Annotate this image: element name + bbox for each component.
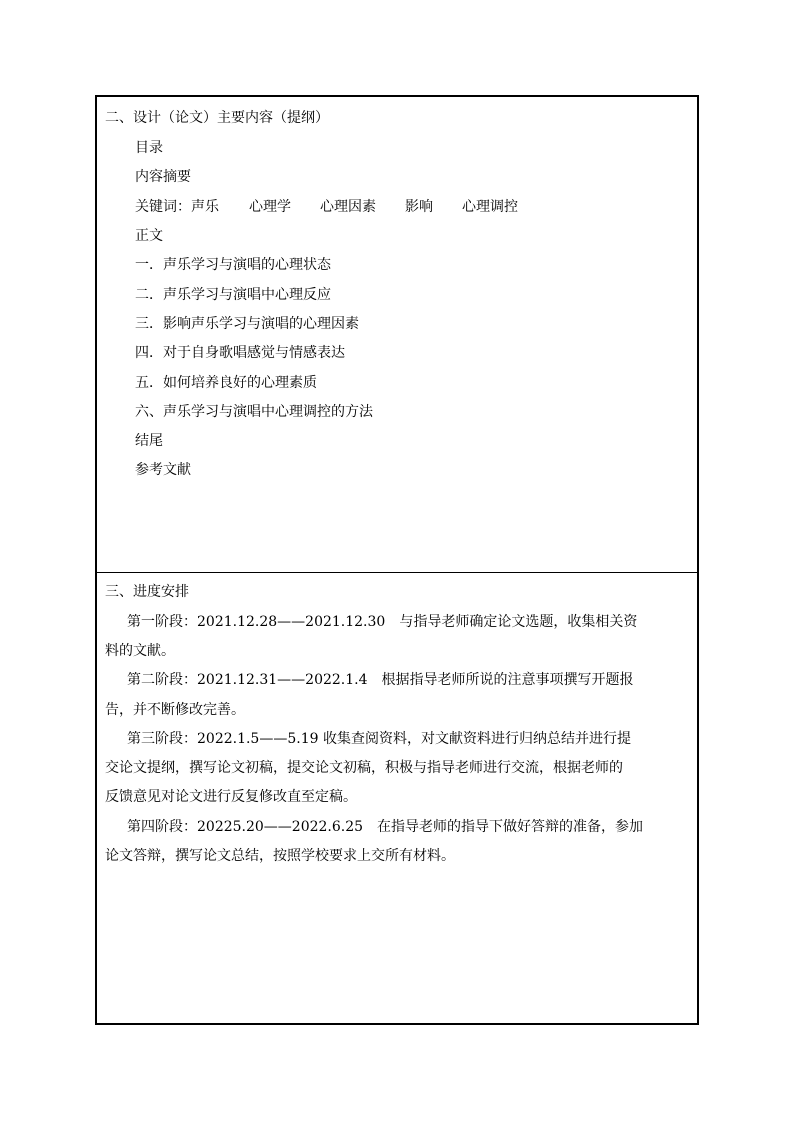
keyword: 心理学 <box>249 199 291 215</box>
keyword: 心理因素 <box>320 199 376 215</box>
keyword: 影响 <box>405 199 433 215</box>
outline-item-abstract: 内容摘要 <box>135 169 191 185</box>
schedule-line: 论文答辩，撰写论文总结，按照学校要求上交所有材料。 <box>105 848 455 864</box>
outline-item: 二．声乐学习与演唱中心理反应 <box>135 287 331 303</box>
outline-heading: 二、设计（论文）主要内容（提纲） <box>105 110 329 126</box>
schedule-line: 交论文提纲，撰写论文初稿，提交论文初稿，积极与指导老师进行交流，根据老师的 <box>105 760 623 776</box>
schedule-heading: 三、进度安排 <box>105 584 189 600</box>
keyword: 声乐 <box>191 199 219 215</box>
schedule-line: 反馈意见对论文进行反复修改直至定稿。 <box>105 789 357 805</box>
schedule-line: 第三阶段：2022.1.5——5.19 收集查阅资料，对文献资料进行归纳总结并进行提 <box>127 731 631 747</box>
outline-item-conclusion: 结尾 <box>135 433 163 449</box>
outline-item-toc: 目录 <box>135 140 163 156</box>
keyword: 心理调控 <box>462 199 518 215</box>
schedule-line: 告，并不断修改完善。 <box>105 702 245 718</box>
form-table <box>95 95 699 1025</box>
outline-item: 一．声乐学习与演唱的心理状态 <box>135 257 331 273</box>
keywords-line <box>135 198 518 216</box>
outline-section <box>97 97 697 573</box>
outline-item: 四．对于自身歌唱感觉与情感表达 <box>135 345 345 361</box>
schedule-line: 第四阶段：20225.20——2022.6.25 在指导老师的指导下做好答辩的准备，参加 <box>127 819 644 835</box>
outline-item: 六、声乐学习与演唱中心理调控的方法 <box>135 404 373 420</box>
schedule-section <box>97 573 697 1023</box>
outline-item: 三．影响声乐学习与演唱的心理因素 <box>135 316 359 332</box>
outline-item-references: 参考文献 <box>135 462 191 478</box>
outline-item: 五．如何培养良好的心理素质 <box>135 375 317 391</box>
schedule-line: 料的文献。 <box>105 643 175 659</box>
outline-item-body: 正文 <box>135 228 163 244</box>
schedule-line: 第二阶段：2021.12.31——2022.1.4 根据指导老师所说的注意事项撰写开题报 <box>127 672 634 688</box>
keywords-label: 关键词： <box>135 199 191 215</box>
schedule-line: 第一阶段：2021.12.28——2021.12.30 与指导老师确定论文选题，收集相关资 <box>127 614 638 630</box>
